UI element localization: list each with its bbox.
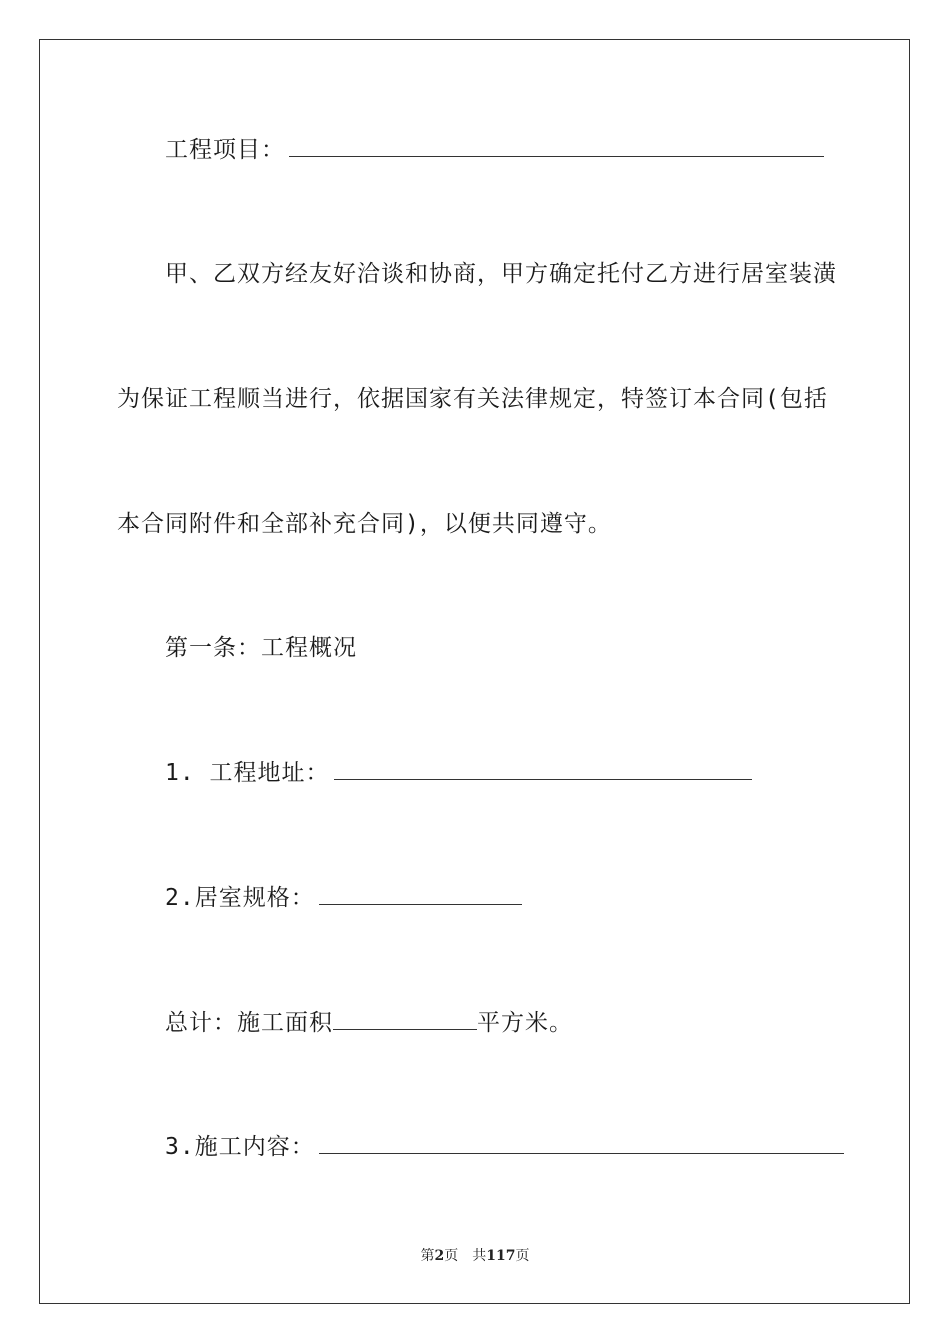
project-label: 工程项目： <box>165 137 285 163</box>
work-content-field <box>165 1132 844 1162</box>
intro-line-2: 为保证工程顺当进行，依据国家有关法律规定，特签订本合同(包括 <box>117 386 828 412</box>
footer-page-unit: 页 <box>444 1248 459 1264</box>
area-prefix: 总计：施工面积 <box>165 1010 333 1036</box>
footer-total-unit: 页 <box>515 1248 530 1264</box>
address-label: 1. 工程地址： <box>165 760 330 786</box>
page-footer <box>0 1247 950 1265</box>
footer-total-prefix: 共 <box>472 1248 487 1264</box>
room-spec-blank[interactable] <box>319 886 522 905</box>
project-field <box>165 135 824 165</box>
footer-page-number: 2 <box>434 1248 445 1264</box>
intro-line-1: 甲、乙双方经友好洽谈和协商，甲方确定托付乙方进行居室装潢 <box>165 261 837 287</box>
area-field <box>165 1008 573 1038</box>
article-1-heading: 第一条：工程概况 <box>165 635 357 661</box>
room-spec-field <box>165 883 522 913</box>
work-content-blank[interactable] <box>319 1135 844 1154</box>
footer-total-pages: 117 <box>486 1248 516 1264</box>
footer-page-prefix: 第 <box>420 1248 435 1264</box>
area-blank[interactable] <box>333 1011 477 1030</box>
area-suffix: 平方米。 <box>477 1010 573 1036</box>
project-blank[interactable] <box>289 138 824 157</box>
room-spec-label: 2.居室规格： <box>165 885 315 911</box>
work-content-label: 3.施工内容： <box>165 1134 315 1160</box>
address-blank[interactable] <box>334 761 752 780</box>
address-field <box>165 758 752 788</box>
intro-line-3: 本合同附件和全部补充合同)，以便共同遵守。 <box>117 511 612 537</box>
page-border <box>39 39 910 1304</box>
